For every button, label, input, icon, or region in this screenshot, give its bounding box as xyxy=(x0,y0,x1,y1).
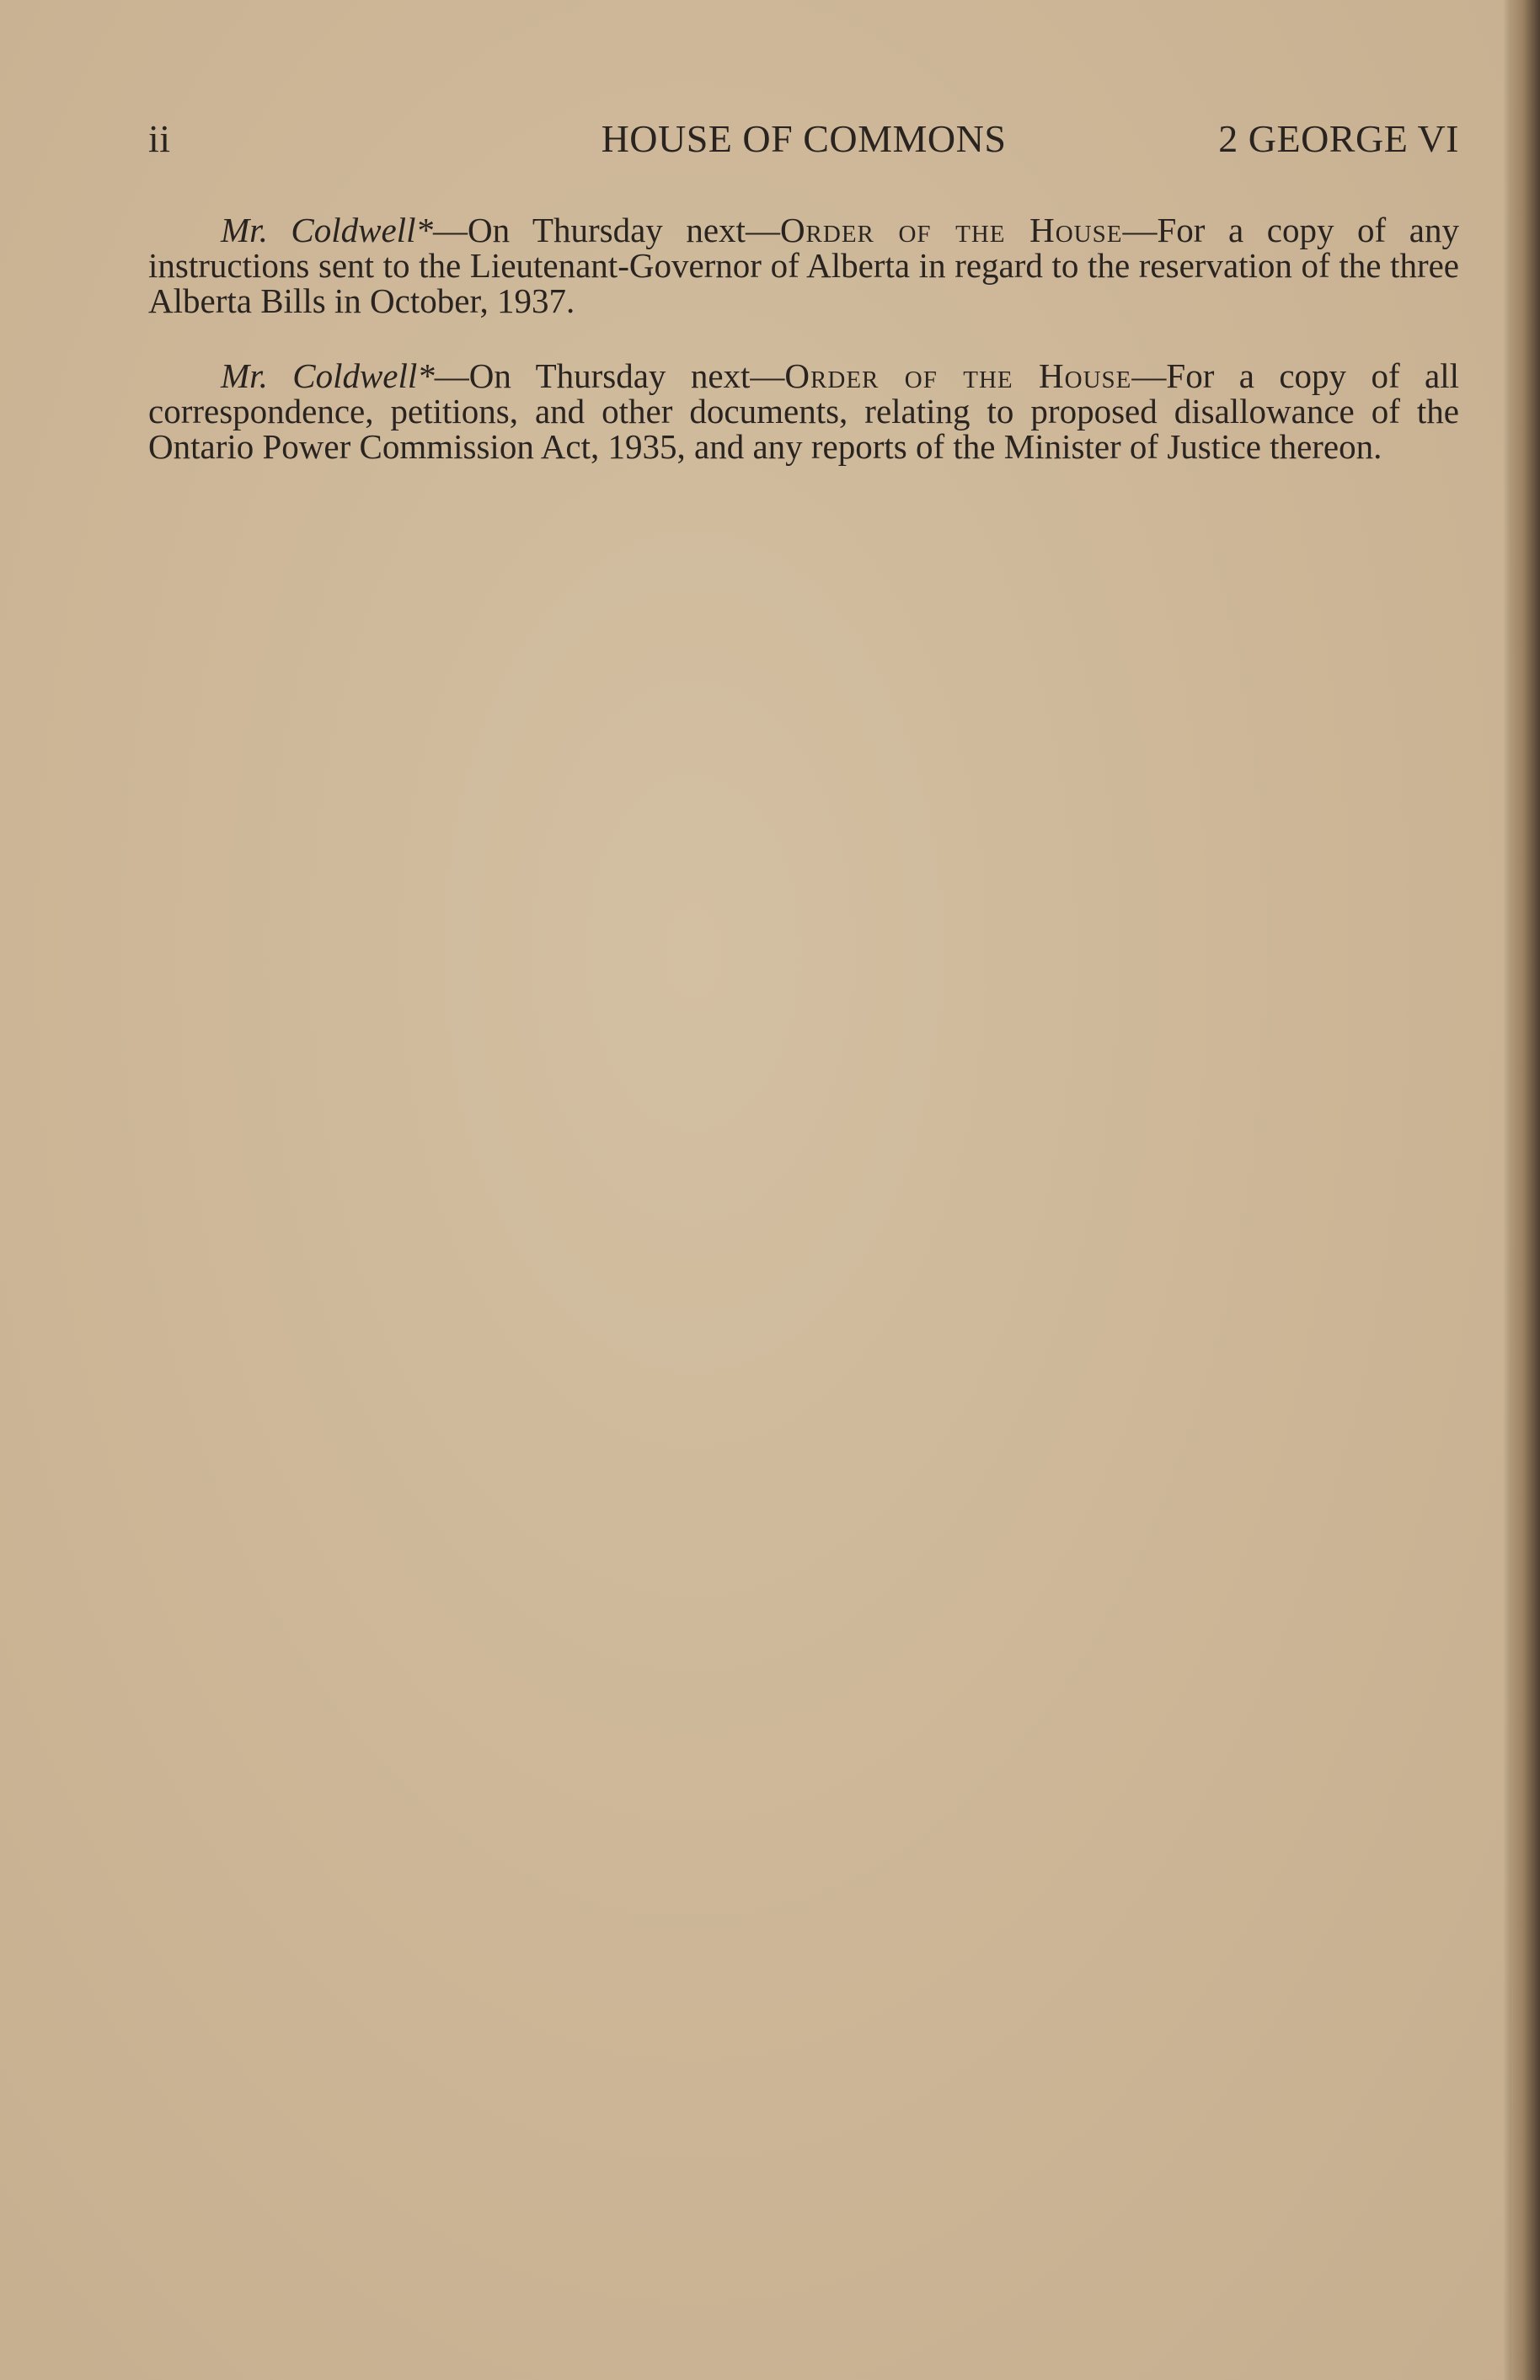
notice-text: —For a copy of all correspondence, petitions, and other documents, relating to proposed disallowance of the Ontario Power Commission Act, 1935, and any reports of the Minister of Justice thereon. xyxy=(148,356,1460,466)
page-shadow xyxy=(1503,0,1511,2380)
order-type: Order of the House xyxy=(784,356,1132,395)
notice-entry xyxy=(148,358,1459,464)
notice-entry xyxy=(148,212,1459,318)
notice-text: —For a copy of any instructions sent to the Lieutenant-Governor of Alberta in regard to the reservation of the three Alberta Bills in October, 1937. xyxy=(148,211,1459,320)
book-spine xyxy=(1511,0,1540,2380)
member-name: Mr. Coldwell* xyxy=(221,356,435,395)
notice-lead: —On Thursday next— xyxy=(434,356,785,395)
running-header xyxy=(148,116,1459,167)
page-number: ii xyxy=(148,117,171,160)
member-name: Mr. Coldwell* xyxy=(221,211,433,249)
notice-lead: —On Thursday next— xyxy=(432,211,780,249)
regnal-year: 2 GEORGE VI xyxy=(1218,117,1459,160)
order-type: Order of the House xyxy=(779,211,1123,249)
running-title: HOUSE OF COMMONS xyxy=(601,117,1007,160)
